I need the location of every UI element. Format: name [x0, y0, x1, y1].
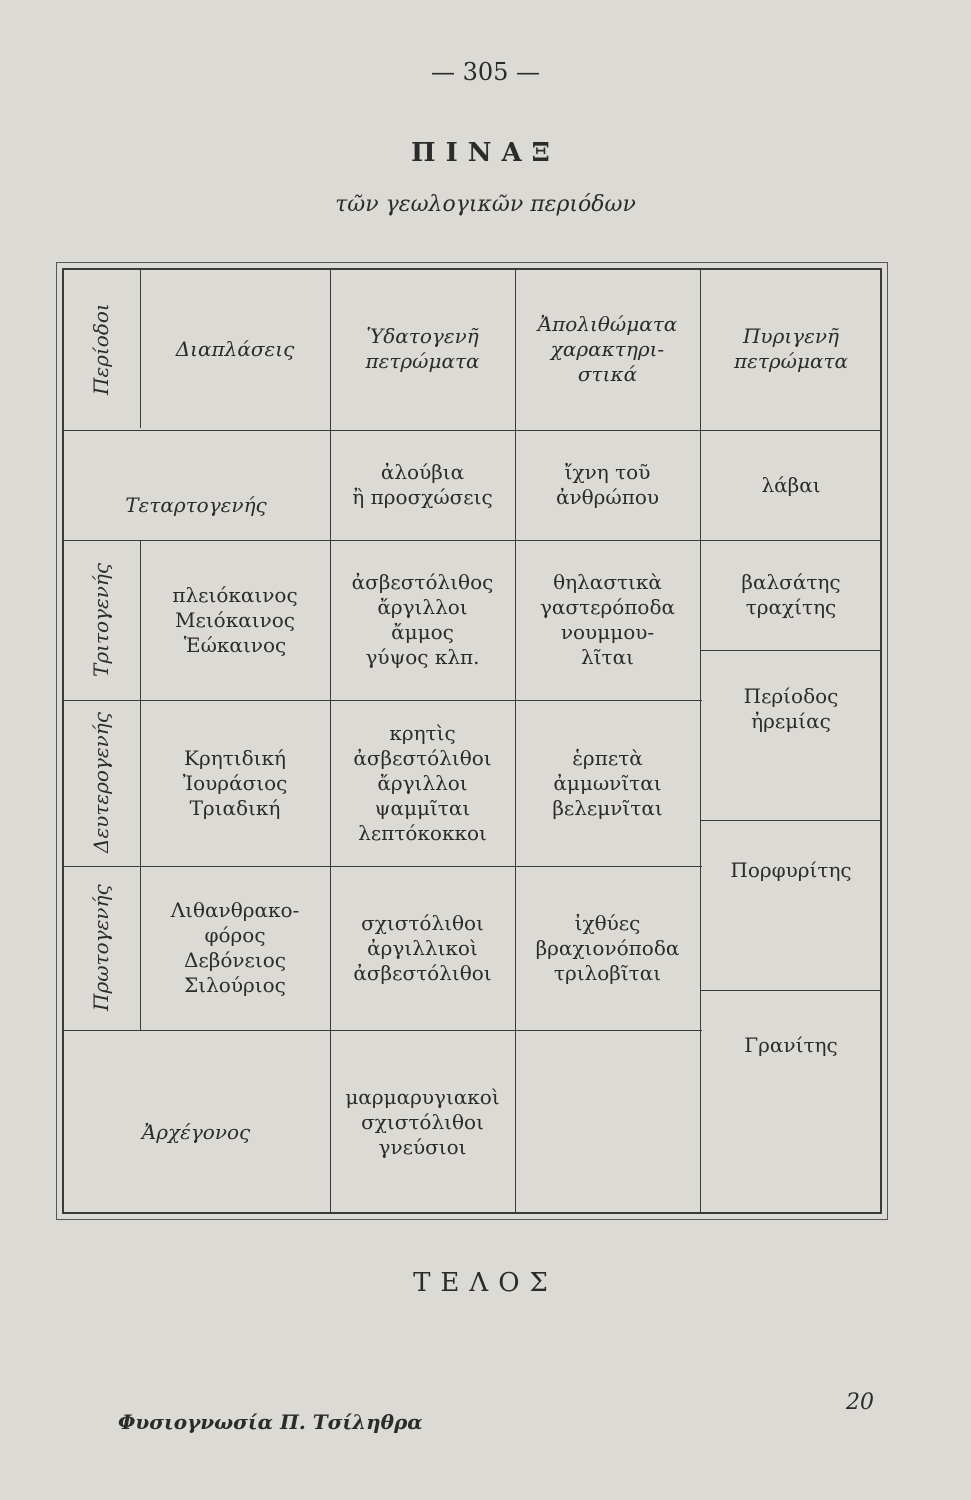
primary-formation: Λιθανθρακο- — [170, 898, 300, 922]
primary-formation: φόρος — [204, 923, 266, 947]
secondary-sedimentary-line: ἀσβεστόλιθοι — [353, 745, 492, 770]
tertiary-formation: Μειόκαινος — [175, 607, 295, 632]
header-periods: Περίοδοι — [89, 303, 113, 395]
rest-period-label — [700, 650, 882, 820]
primary-igneous: Γρανίτης — [744, 1032, 838, 1057]
tertiary-sedimentary — [330, 540, 515, 700]
header-fossils — [515, 268, 700, 430]
tertiary-fossils-line: νουμμου- — [560, 620, 655, 644]
header-fossils-line-2: χαρακτηρι- — [550, 336, 665, 361]
quaternary-sedimentary-line: ἢ προσχώσεις — [352, 485, 493, 509]
primary-sedimentary-line: ἀσβεστόλιθοι — [353, 960, 492, 985]
secondary-formation: Τριαδική — [189, 795, 281, 820]
secondary-sedimentary — [330, 700, 515, 866]
header-fossils-line-3: στικά — [577, 361, 638, 386]
footer-credit: Φυσιογνωσία Π. Τσίληθρα — [118, 1410, 423, 1434]
end-word: ΤΕΛΟΣ — [413, 1268, 558, 1298]
period-archaean: Ἀρχέγονος — [141, 1119, 251, 1144]
tertiary-fossils — [515, 540, 700, 700]
quaternary-igneous: λάβαι — [761, 472, 821, 497]
quaternary-fossils-line: ἀνθρώπου — [555, 485, 660, 509]
header-igneous-rocks — [700, 268, 882, 430]
secondary-fossils-line: βελεμνῖται — [552, 795, 663, 820]
quaternary-sedimentary — [330, 430, 515, 540]
header-fossils-line-1: Ἀπολιθώματα — [537, 311, 678, 336]
quaternary-fossils — [515, 430, 700, 540]
period-quaternary: Τεταρτογενής — [125, 492, 267, 517]
tertiary-formation: Ἑώκαινος — [183, 632, 287, 657]
archaean-sedimentary — [330, 1030, 515, 1214]
tertiary-fossils-line: λῖται — [581, 645, 634, 669]
primary-formation: Σιλούριος — [184, 973, 286, 997]
archaean-sedimentary-line: μαρμαρυγιακοὶ — [345, 1084, 500, 1109]
secondary-sedimentary-line: ψαμμῖται — [374, 795, 471, 820]
tertiary-sedimentary-line: ἄμμος — [391, 620, 454, 644]
period-primary: Πρωτογενής — [89, 884, 113, 1012]
primary-formations — [140, 866, 330, 1030]
archaean-sedimentary-line: σχιστόλιθοι — [361, 1109, 484, 1134]
primary-sedimentary — [330, 866, 515, 1030]
tertiary-sedimentary-line: ἄργιλλοι — [377, 595, 468, 619]
tertiary-fossils-line: θηλαστικὰ — [553, 570, 662, 594]
secondary-sedimentary-line: κρητὶς — [389, 720, 456, 745]
quaternary-fossils-line: ἴχνη τοῦ — [564, 460, 651, 484]
table-subheading: τῶν γεωλογικῶν περιόδων — [335, 192, 636, 217]
secondary-sedimentary-line: ἄργιλλοι — [377, 770, 468, 795]
header-sedimentary-line-2: πετρώματα — [365, 349, 480, 373]
secondary-fossils-line: ἑρπετὰ — [572, 745, 643, 770]
quaternary-sedimentary-line: ἀλούβια — [380, 460, 465, 484]
tertiary-igneous — [700, 540, 882, 650]
tertiary-sedimentary-line: γύψος κλπ. — [365, 645, 480, 669]
tertiary-sedimentary-line: ἀσβεστόλιθος — [351, 570, 494, 594]
secondary-igneous: Πορφυρίτης — [730, 857, 852, 882]
tertiary-fossils-line: γαστερόποδα — [539, 595, 676, 619]
primary-fossils — [515, 866, 700, 1030]
page-number: — 305 — — [430, 58, 541, 86]
secondary-formation: Κρητιδική — [184, 745, 286, 770]
primary-sedimentary-line: σχιστόλιθοι — [361, 910, 484, 935]
primary-sedimentary-line: ἀργιλλικοὶ — [367, 935, 478, 960]
header-igneous-line-2: πετρώματα — [733, 349, 849, 373]
secondary-formation: Ἰουράσιος — [182, 770, 288, 795]
secondary-sedimentary-line: λεπτόκοκκοι — [358, 820, 487, 845]
header-sedimentary-line-1: Ὑδατογενῆ — [366, 324, 479, 348]
period-tertiary: Τριτογενής — [89, 562, 113, 678]
rest-period-line: Περίοδος — [743, 684, 839, 708]
tertiary-igneous-line: τραχίτης — [745, 595, 837, 619]
primary-fossils-line: βραχιονόποδα — [535, 935, 680, 960]
secondary-fossils-line: ἀμμωνῖται — [553, 770, 662, 795]
primary-fossils-line: ἰχθύες — [574, 910, 641, 935]
table-heading: ΠΙΝΑΞ — [411, 138, 560, 168]
secondary-formations — [140, 700, 330, 866]
header-igneous-line-1: Πυριγενῆ — [742, 324, 840, 348]
header-formations: Διαπλάσεις — [175, 336, 295, 361]
primary-fossils-line: τριλοβῖται — [553, 960, 662, 985]
archaean-sedimentary-line: γνεύσιοι — [378, 1134, 467, 1159]
sheet-number: 20 — [846, 1390, 874, 1415]
primary-formation: Δεβόνειος — [183, 948, 286, 972]
tertiary-igneous-line: βαλσάτης — [741, 570, 841, 594]
header-sedimentary-rocks — [330, 268, 515, 430]
secondary-fossils — [515, 700, 700, 866]
tertiary-formation: πλειόκαινος — [172, 582, 298, 607]
period-secondary: Δευτερογενής — [89, 712, 113, 854]
rest-period-line: ἠρεμίας — [751, 709, 831, 733]
tertiary-formations — [140, 540, 330, 700]
